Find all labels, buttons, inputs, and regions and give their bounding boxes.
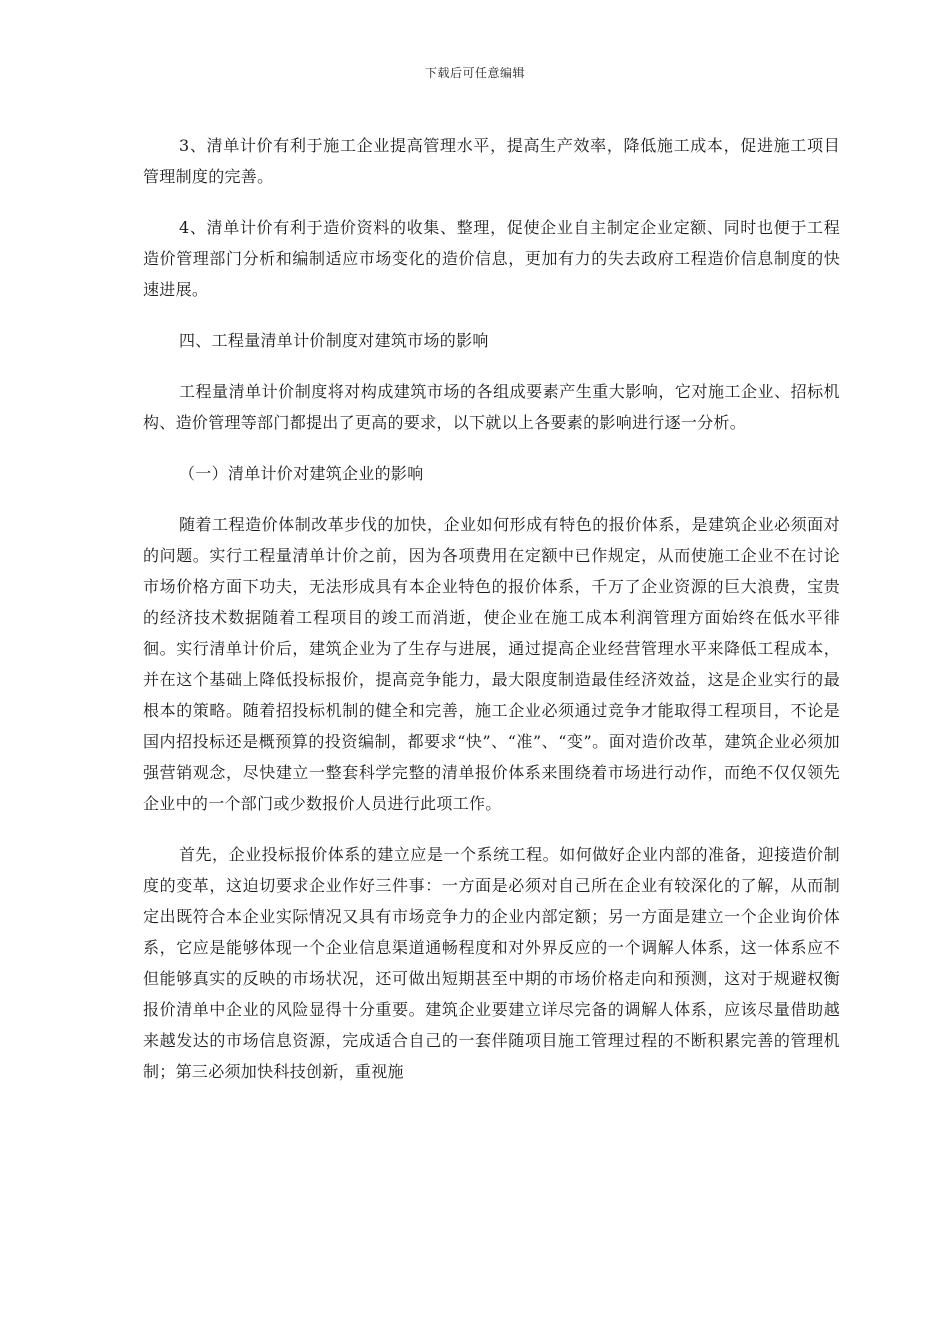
paragraph-enterprise-impact: 随着工程造价体制改革步伐的加快，企业如何形成有特色的报价体系，是建筑企业必须面对的问题。实行工程量清单计价之前，因为各项费用在定额中已作规定，从而使施工企业不在讨论市场价格方面下功夫，无法形成具有本企业特色的报价体系，千万了企业资源的巨大浪费，宝贵的经济技术数据随着工程项目的竣工而消逝，使企业在施工成本利润管理方面始终在低水平徘徊。实行清单计价后，建筑企业为了生存与进展，通过提高企业经营管理水平来降低工程成本，并在这个基础上降低投标报价，提高竞争能力，最大限度制造最佳经济效益，这是企业实行的最根本的策略。随着招投标机制的健全和完善，施工企业必须通过竞争才能取得工程项目，不论是国内招投标还是概预算的投资编制，都要求“快”、“准”、“变”。面对造价改革，建筑企业必须加强营销观念，尽快建立一整套科学完整的清单报价体系来围绕着市场进行动作，而绝不仅仅领先企业中的一个部门或少数报价人员进行此项工作。 <box>143 515 840 813</box>
subsection-heading-1: （一）清单计价对建筑企业的影响 <box>179 464 424 483</box>
paragraph-item-3: 3、清单计价有利于施工企业提高管理水平，提高生产效率，降低施工成本，促进施工项目管理制度的完善。 <box>143 136 840 186</box>
paragraph-section-intro: 工程量清单计价制度将对构成建筑市场的各组成要素产生重大影响，它对施工企业、招标机构、造价管理等部门都提出了更高的要求，以下就以上各要素的影响进行逐一分析。 <box>143 382 840 432</box>
paragraph-firstly: 首先，企业投标报价体系的建立应是一个系统工程。如何做好企业内部的准备，迎接造价制度的变革，这迫切要求企业作好三件事：一方面是必须对自己所在企业有较深化的了解，从而制定出既符合本企业实际情况又具有市场竞争力的企业内部定额；另一方面是建立一个企业询价体系，它应是能够体现一个企业信息渠道通畅程度和对外界反应的一个调解人体系，这一体系应不但能够真实的反映的市场状况，还可做出短期甚至中期的市场价格走向和预测，这对于规避权衡报价清单中企业的风险显得十分重要。建筑企业要建立详尽完备的调解人体系，应该尽量借助越来越发达的市场信息资源，完成适合自己的一套伴随项目施工管理过程的不断积累完善的管理机制；第三必须加快科技创新，重视施 <box>143 845 840 1081</box>
paragraph-item-4: 4、清单计价有利于造价资料的收集、整理，促使企业自主制定企业定额、同时也便于工程造价管理部门分析和编制适应市场变化的造价信息，更加有力的失去政府工程造价信息制度的快速进展。 <box>143 218 840 299</box>
section-heading-4: 四、工程量清单计价制度对建筑市场的影响 <box>179 331 489 350</box>
document-body <box>143 130 840 1107</box>
page-header-note: 下载后可任意编辑 <box>424 66 525 80</box>
